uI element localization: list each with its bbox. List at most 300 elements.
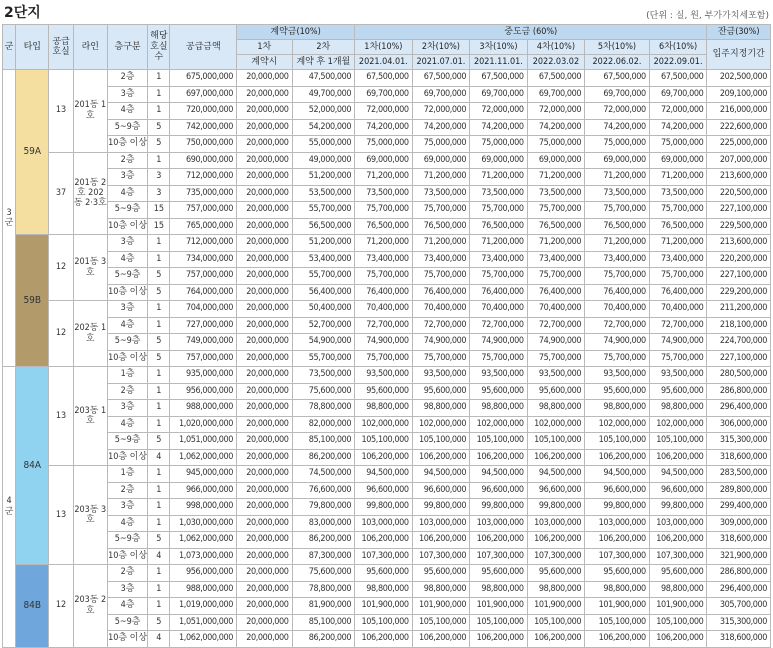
mid-2-cell: 73,500,000	[412, 185, 470, 202]
mid-2-cell: 69,000,000	[412, 152, 470, 169]
floor-class-cell: 3층	[107, 301, 147, 318]
mid-2-cell: 70,400,000	[412, 301, 470, 318]
mid-5-cell: 103,000,000	[585, 515, 650, 532]
deposit-2-cell: 87,300,000	[292, 548, 355, 565]
header-mid-4-date: 2022.03.02	[527, 55, 585, 70]
mid-2-cell: 72,000,000	[412, 103, 470, 120]
floor-class-cell: 2층	[107, 383, 147, 400]
supply-amount-cell: 742,000,000	[170, 119, 237, 136]
mid-4-cell: 96,600,000	[527, 482, 585, 499]
balance-cell: 225,000,000	[707, 136, 771, 153]
deposit-1-cell: 20,000,000	[237, 152, 293, 169]
deposit-2-cell: 53,500,000	[292, 185, 355, 202]
type-cell: 59A	[16, 70, 49, 235]
header-deposit-2: 2차	[292, 40, 355, 55]
floor-class-cell: 10층 이상	[107, 548, 147, 565]
deposit-2-cell: 51,200,000	[292, 169, 355, 186]
supply-amount-cell: 1,062,000,000	[170, 532, 237, 549]
balance-cell: 286,800,000	[707, 565, 771, 582]
mid-2-cell: 71,200,000	[412, 169, 470, 186]
mid-5-cell: 98,800,000	[585, 581, 650, 598]
supply-amount-cell: 988,000,000	[170, 581, 237, 598]
deposit-1-cell: 20,000,000	[237, 367, 293, 384]
mid-1-cell: 76,500,000	[355, 218, 413, 235]
supply-amount-cell: 956,000,000	[170, 383, 237, 400]
deposit-1-cell: 20,000,000	[237, 433, 293, 450]
mid-3-cell: 98,800,000	[470, 581, 528, 598]
table-row	[3, 433, 771, 450]
supply-units-cell: 13	[49, 367, 73, 466]
line-cell: 203동 3호	[73, 466, 107, 565]
header-applicable-units: 해당호실수	[148, 25, 170, 70]
table-row	[3, 614, 771, 631]
table-row	[3, 383, 771, 400]
mid-2-cell: 74,900,000	[412, 334, 470, 351]
deposit-2-cell: 54,200,000	[292, 119, 355, 136]
deposit-2-cell: 75,600,000	[292, 383, 355, 400]
deposit-1-cell: 20,000,000	[237, 565, 293, 582]
deposit-2-cell: 55,000,000	[292, 136, 355, 153]
type-cell: 84A	[16, 367, 49, 565]
applicable-units-cell: 4	[148, 631, 170, 648]
mid-4-cell: 71,200,000	[527, 235, 585, 252]
applicable-units-cell: 5	[148, 268, 170, 285]
table-row	[3, 235, 771, 252]
applicable-units-cell: 1	[148, 499, 170, 516]
deposit-1-cell: 20,000,000	[237, 185, 293, 202]
table-row	[3, 251, 771, 268]
mid-6-cell: 71,200,000	[649, 169, 707, 186]
supply-amount-cell: 956,000,000	[170, 565, 237, 582]
supply-amount-cell: 690,000,000	[170, 152, 237, 169]
applicable-units-cell: 4	[148, 449, 170, 466]
supply-units-cell: 12	[49, 235, 73, 301]
supply-units-cell: 12	[49, 301, 73, 367]
mid-2-cell: 75,700,000	[412, 350, 470, 367]
table-row	[3, 515, 771, 532]
deposit-1-cell: 20,000,000	[237, 70, 293, 87]
mid-2-cell: 99,800,000	[412, 499, 470, 516]
deposit-2-cell: 73,500,000	[292, 367, 355, 384]
mid-5-cell: 96,600,000	[585, 482, 650, 499]
mid-1-cell: 75,700,000	[355, 268, 413, 285]
table-row	[3, 416, 771, 433]
header-mid-4: 4차(10%)	[527, 40, 585, 55]
supply-amount-cell: 697,000,000	[170, 86, 237, 103]
deposit-2-cell: 81,900,000	[292, 598, 355, 615]
table-row	[3, 532, 771, 549]
mid-4-cell: 105,100,000	[527, 614, 585, 631]
line-cell: 203동 1호	[73, 367, 107, 466]
floor-class-cell: 3층	[107, 86, 147, 103]
supply-amount-cell: 757,000,000	[170, 202, 237, 219]
supply-amount-cell: 988,000,000	[170, 400, 237, 417]
mid-2-cell: 76,400,000	[412, 284, 470, 301]
mid-3-cell: 72,000,000	[470, 103, 528, 120]
supply-units-cell: 37	[49, 152, 73, 235]
table-row	[3, 70, 771, 87]
supply-amount-cell: 1,051,000,000	[170, 614, 237, 631]
deposit-1-cell: 20,000,000	[237, 317, 293, 334]
applicable-units-cell: 1	[148, 103, 170, 120]
balance-cell: 229,500,000	[707, 218, 771, 235]
balance-cell: 299,400,000	[707, 499, 771, 516]
mid-5-cell: 75,700,000	[585, 268, 650, 285]
mid-3-cell: 67,500,000	[470, 70, 528, 87]
deposit-2-cell: 52,700,000	[292, 317, 355, 334]
supply-amount-cell: 1,020,000,000	[170, 416, 237, 433]
mid-2-cell: 105,100,000	[412, 433, 470, 450]
mid-5-cell: 101,900,000	[585, 598, 650, 615]
deposit-2-cell: 49,700,000	[292, 86, 355, 103]
deposit-1-cell: 20,000,000	[237, 301, 293, 318]
balance-cell: 202,500,000	[707, 70, 771, 87]
mid-3-cell: 76,500,000	[470, 218, 528, 235]
mid-1-cell: 74,900,000	[355, 334, 413, 351]
balance-cell: 218,100,000	[707, 317, 771, 334]
balance-cell: 280,500,000	[707, 367, 771, 384]
mid-6-cell: 101,900,000	[649, 598, 707, 615]
header-deposit-group: 계약금(10%)	[237, 25, 355, 40]
mid-4-cell: 69,700,000	[527, 86, 585, 103]
deposit-2-cell: 54,900,000	[292, 334, 355, 351]
mid-1-cell: 76,400,000	[355, 284, 413, 301]
mid-4-cell: 73,500,000	[527, 185, 585, 202]
supply-amount-cell: 757,000,000	[170, 268, 237, 285]
deposit-1-cell: 20,000,000	[237, 218, 293, 235]
header-supply-units: 공급호실	[49, 25, 73, 70]
mid-1-cell: 95,600,000	[355, 565, 413, 582]
mid-5-cell: 106,200,000	[585, 449, 650, 466]
table-row	[3, 185, 771, 202]
mid-6-cell: 74,900,000	[649, 334, 707, 351]
balance-cell: 213,600,000	[707, 169, 771, 186]
mid-1-cell: 98,800,000	[355, 581, 413, 598]
mid-5-cell: 105,100,000	[585, 614, 650, 631]
deposit-2-cell: 47,500,000	[292, 70, 355, 87]
supply-amount-cell: 734,000,000	[170, 251, 237, 268]
balance-cell: 227,100,000	[707, 268, 771, 285]
mid-2-cell: 75,000,000	[412, 136, 470, 153]
mid-6-cell: 75,000,000	[649, 136, 707, 153]
floor-class-cell: 4층	[107, 416, 147, 433]
mid-5-cell: 106,200,000	[585, 631, 650, 648]
deposit-1-cell: 20,000,000	[237, 268, 293, 285]
mid-6-cell: 106,200,000	[649, 631, 707, 648]
supply-amount-cell: 1,030,000,000	[170, 515, 237, 532]
mid-3-cell: 70,400,000	[470, 301, 528, 318]
mid-6-cell: 67,500,000	[649, 70, 707, 87]
applicable-units-cell: 1	[148, 251, 170, 268]
supply-amount-cell: 735,000,000	[170, 185, 237, 202]
deposit-2-cell: 86,200,000	[292, 631, 355, 648]
applicable-units-cell: 1	[148, 466, 170, 483]
mid-4-cell: 102,000,000	[527, 416, 585, 433]
balance-cell: 227,100,000	[707, 350, 771, 367]
mid-6-cell: 98,800,000	[649, 581, 707, 598]
deposit-2-cell: 85,100,000	[292, 614, 355, 631]
header-mid-group: 중도금 (60%)	[355, 25, 707, 40]
table-row	[3, 598, 771, 615]
mid-1-cell: 101,900,000	[355, 598, 413, 615]
table-row	[3, 334, 771, 351]
mid-1-cell: 105,100,000	[355, 433, 413, 450]
mid-3-cell: 107,300,000	[470, 548, 528, 565]
mid-4-cell: 72,000,000	[527, 103, 585, 120]
header-deposit-1-when: 계약시	[237, 55, 293, 70]
floor-class-cell: 4층	[107, 185, 147, 202]
mid-1-cell: 71,200,000	[355, 235, 413, 252]
line-cell: 201동 2호 202동 2·3호	[73, 152, 107, 235]
mid-3-cell: 71,200,000	[470, 169, 528, 186]
deposit-1-cell: 20,000,000	[237, 499, 293, 516]
mid-4-cell: 67,500,000	[527, 70, 585, 87]
mid-5-cell: 73,400,000	[585, 251, 650, 268]
deposit-1-cell: 20,000,000	[237, 119, 293, 136]
mid-4-cell: 106,200,000	[527, 532, 585, 549]
line-cell: 203동 2호	[73, 565, 107, 648]
table-row	[3, 103, 771, 120]
supply-amount-cell: 765,000,000	[170, 218, 237, 235]
deposit-2-cell: 83,000,000	[292, 515, 355, 532]
deposit-2-cell: 85,100,000	[292, 433, 355, 450]
applicable-units-cell: 3	[148, 169, 170, 186]
floor-class-cell: 5~9층	[107, 614, 147, 631]
table-row	[3, 86, 771, 103]
deposit-2-cell: 86,200,000	[292, 449, 355, 466]
mid-2-cell: 73,400,000	[412, 251, 470, 268]
table-row	[3, 499, 771, 516]
mid-4-cell: 70,400,000	[527, 301, 585, 318]
line-cell: 202동 1호	[73, 301, 107, 367]
supply-amount-cell: 1,062,000,000	[170, 449, 237, 466]
deposit-1-cell: 20,000,000	[237, 400, 293, 417]
mid-2-cell: 101,900,000	[412, 598, 470, 615]
mid-4-cell: 73,400,000	[527, 251, 585, 268]
mid-2-cell: 98,800,000	[412, 400, 470, 417]
mid-6-cell: 72,000,000	[649, 103, 707, 120]
deposit-1-cell: 20,000,000	[237, 515, 293, 532]
mid-4-cell: 71,200,000	[527, 169, 585, 186]
mid-1-cell: 72,700,000	[355, 317, 413, 334]
floor-class-cell: 2층	[107, 152, 147, 169]
mid-5-cell: 94,500,000	[585, 466, 650, 483]
deposit-1-cell: 20,000,000	[237, 383, 293, 400]
mid-5-cell: 69,700,000	[585, 86, 650, 103]
mid-4-cell: 76,400,000	[527, 284, 585, 301]
header-line: 라인	[73, 25, 107, 70]
mid-6-cell: 93,500,000	[649, 367, 707, 384]
mid-3-cell: 73,400,000	[470, 251, 528, 268]
mid-1-cell: 95,600,000	[355, 383, 413, 400]
floor-class-cell: 5~9층	[107, 202, 147, 219]
floor-class-cell: 2층	[107, 565, 147, 582]
applicable-units-cell: 3	[148, 185, 170, 202]
mid-1-cell: 75,700,000	[355, 350, 413, 367]
mid-3-cell: 106,200,000	[470, 532, 528, 549]
supply-amount-cell: 935,000,000	[170, 367, 237, 384]
mid-1-cell: 67,500,000	[355, 70, 413, 87]
header-supply-amount: 공급금액	[170, 25, 237, 70]
mid-5-cell: 70,400,000	[585, 301, 650, 318]
mid-5-cell: 75,000,000	[585, 136, 650, 153]
mid-6-cell: 74,200,000	[649, 119, 707, 136]
mid-4-cell: 101,900,000	[527, 598, 585, 615]
applicable-units-cell: 1	[148, 400, 170, 417]
mid-1-cell: 106,200,000	[355, 532, 413, 549]
mid-6-cell: 69,700,000	[649, 86, 707, 103]
deposit-2-cell: 56,400,000	[292, 284, 355, 301]
line-cell: 201동 3호	[73, 235, 107, 301]
floor-class-cell: 10층 이상	[107, 350, 147, 367]
balance-cell: 209,100,000	[707, 86, 771, 103]
mid-5-cell: 74,900,000	[585, 334, 650, 351]
mid-3-cell: 69,700,000	[470, 86, 528, 103]
mid-4-cell: 75,000,000	[527, 136, 585, 153]
floor-class-cell: 5~9층	[107, 532, 147, 549]
floor-class-cell: 1층	[107, 367, 147, 384]
table-row	[3, 548, 771, 565]
mid-2-cell: 71,200,000	[412, 235, 470, 252]
mid-3-cell: 71,200,000	[470, 235, 528, 252]
table-row	[3, 581, 771, 598]
mid-6-cell: 102,000,000	[649, 416, 707, 433]
deposit-1-cell: 20,000,000	[237, 169, 293, 186]
mid-3-cell: 98,800,000	[470, 400, 528, 417]
floor-class-cell: 4층	[107, 515, 147, 532]
mid-6-cell: 69,000,000	[649, 152, 707, 169]
deposit-1-cell: 20,000,000	[237, 235, 293, 252]
mid-1-cell: 70,400,000	[355, 301, 413, 318]
mid-2-cell: 94,500,000	[412, 466, 470, 483]
mid-6-cell: 73,500,000	[649, 185, 707, 202]
deposit-1-cell: 20,000,000	[237, 86, 293, 103]
balance-cell: 207,000,000	[707, 152, 771, 169]
mid-5-cell: 71,200,000	[585, 235, 650, 252]
header-type: 타입	[16, 25, 49, 70]
balance-cell: 220,500,000	[707, 185, 771, 202]
group-cell: 3 군	[3, 70, 16, 367]
header-group: 군	[3, 25, 16, 70]
mid-4-cell: 106,200,000	[527, 449, 585, 466]
supply-amount-cell: 712,000,000	[170, 235, 237, 252]
table-row	[3, 400, 771, 417]
mid-5-cell: 76,400,000	[585, 284, 650, 301]
mid-2-cell: 93,500,000	[412, 367, 470, 384]
mid-4-cell: 103,000,000	[527, 515, 585, 532]
mid-2-cell: 72,700,000	[412, 317, 470, 334]
floor-class-cell: 3층	[107, 235, 147, 252]
mid-3-cell: 72,700,000	[470, 317, 528, 334]
header-mid-3-date: 2021.11.01.	[470, 55, 528, 70]
mid-4-cell: 105,100,000	[527, 433, 585, 450]
mid-3-cell: 99,800,000	[470, 499, 528, 516]
supply-amount-cell: 712,000,000	[170, 169, 237, 186]
mid-4-cell: 98,800,000	[527, 400, 585, 417]
mid-2-cell: 107,300,000	[412, 548, 470, 565]
applicable-units-cell: 5	[148, 284, 170, 301]
mid-4-cell: 94,500,000	[527, 466, 585, 483]
mid-5-cell: 67,500,000	[585, 70, 650, 87]
mid-1-cell: 73,400,000	[355, 251, 413, 268]
header-mid-6-date: 2022.09.01.	[649, 55, 707, 70]
mid-6-cell: 106,200,000	[649, 449, 707, 466]
deposit-1-cell: 20,000,000	[237, 598, 293, 615]
mid-4-cell: 75,700,000	[527, 268, 585, 285]
header-mid-1: 1차(10%)	[355, 40, 413, 55]
mid-1-cell: 106,200,000	[355, 631, 413, 648]
mid-3-cell: 69,000,000	[470, 152, 528, 169]
applicable-units-cell: 1	[148, 152, 170, 169]
mid-4-cell: 74,200,000	[527, 119, 585, 136]
header-mid-1-date: 2021.04.01.	[355, 55, 413, 70]
applicable-units-cell: 15	[148, 202, 170, 219]
header-mid-2-date: 2021.07.01.	[412, 55, 470, 70]
mid-4-cell: 95,600,000	[527, 383, 585, 400]
mid-3-cell: 106,200,000	[470, 631, 528, 648]
header-mid-3: 3차(10%)	[470, 40, 528, 55]
table-row	[3, 119, 771, 136]
balance-cell: 318,600,000	[707, 449, 771, 466]
floor-class-cell: 3층	[107, 499, 147, 516]
balance-cell: 283,500,000	[707, 466, 771, 483]
applicable-units-cell: 5	[148, 119, 170, 136]
floor-class-cell: 3층	[107, 169, 147, 186]
mid-2-cell: 74,200,000	[412, 119, 470, 136]
applicable-units-cell: 5	[148, 614, 170, 631]
floor-class-cell: 5~9층	[107, 334, 147, 351]
table-row	[3, 482, 771, 499]
table-row	[3, 466, 771, 483]
floor-class-cell: 1층	[107, 466, 147, 483]
mid-6-cell: 106,200,000	[649, 532, 707, 549]
price-table-body	[3, 70, 771, 648]
applicable-units-cell: 1	[148, 317, 170, 334]
applicable-units-cell: 1	[148, 416, 170, 433]
table-row	[3, 202, 771, 219]
mid-5-cell: 73,500,000	[585, 185, 650, 202]
balance-cell: 309,000,000	[707, 515, 771, 532]
mid-2-cell: 75,700,000	[412, 268, 470, 285]
floor-class-cell: 4층	[107, 317, 147, 334]
applicable-units-cell: 1	[148, 301, 170, 318]
applicable-units-cell: 5	[148, 433, 170, 450]
header-deposit-2-when: 계약 후 1개월	[292, 55, 355, 70]
mid-4-cell: 99,800,000	[527, 499, 585, 516]
supply-amount-cell: 1,019,000,000	[170, 598, 237, 615]
mid-6-cell: 96,600,000	[649, 482, 707, 499]
mid-1-cell: 93,500,000	[355, 367, 413, 384]
mid-1-cell: 98,800,000	[355, 400, 413, 417]
header-balance-group: 잔금(30%)	[707, 25, 771, 40]
mid-2-cell: 103,000,000	[412, 515, 470, 532]
table-row	[3, 449, 771, 466]
mid-6-cell: 95,600,000	[649, 383, 707, 400]
mid-6-cell: 76,500,000	[649, 218, 707, 235]
mid-3-cell: 93,500,000	[470, 367, 528, 384]
balance-cell: 296,400,000	[707, 400, 771, 417]
applicable-units-cell: 1	[148, 565, 170, 582]
mid-6-cell: 99,800,000	[649, 499, 707, 516]
deposit-2-cell: 74,500,000	[292, 466, 355, 483]
floor-class-cell: 3층	[107, 581, 147, 598]
mid-2-cell: 106,200,000	[412, 449, 470, 466]
group-cell: 4 군	[3, 367, 16, 648]
deposit-1-cell: 20,000,000	[237, 136, 293, 153]
floor-class-cell: 5~9층	[107, 268, 147, 285]
balance-cell: 318,600,000	[707, 631, 771, 648]
header-mid-2: 2차(10%)	[412, 40, 470, 55]
